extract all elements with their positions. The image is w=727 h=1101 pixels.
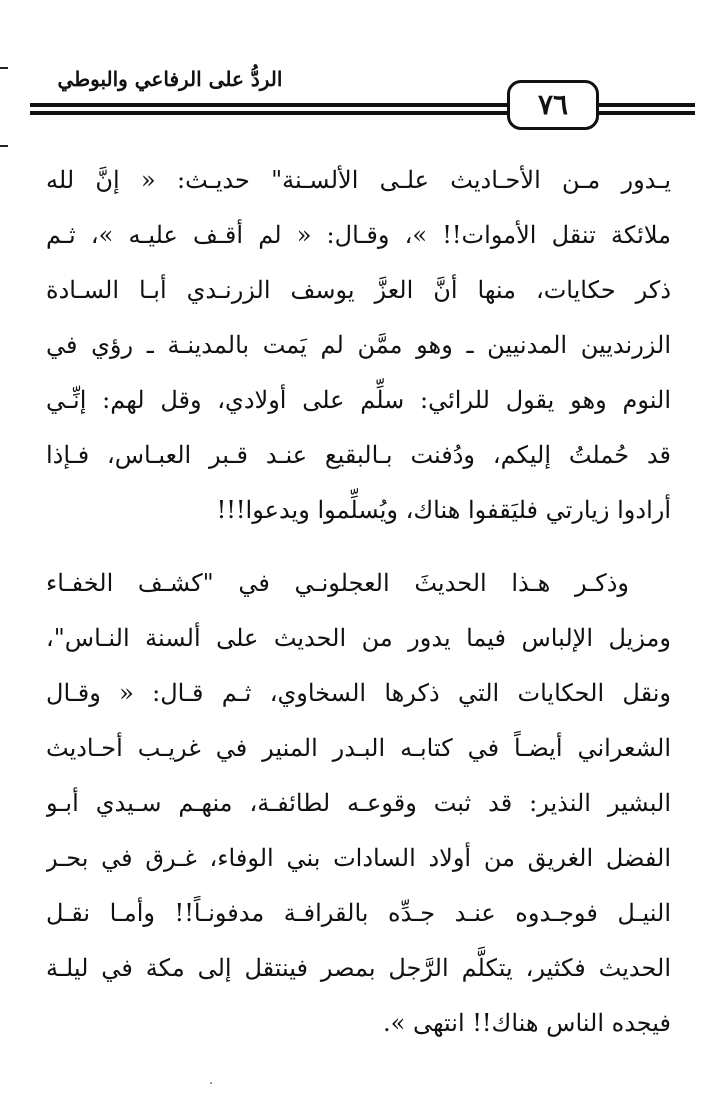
text-line: الحديث فكثير، يتكلَّم الرَّجل بمصر فينتقل إلى مكة في ليلـة <box>46 954 671 982</box>
text-line: الفضل الغريق من أولاد السادات بني الوفاء، غـرق في بحـر <box>46 844 671 872</box>
text-line: النيـل فوجـدوه عنـد جـدِّه بالقرافـة مدفونـاً!! وأمـا نقـل <box>46 899 671 927</box>
text-line: وذكـر هـذا الحديثَ العجلونـي في "كشـف الخفـاء <box>46 569 629 597</box>
text-line: ملائكة تنقل الأموات!! »، وقـال: « لم أقـف عليـه »، ثـم <box>46 221 671 249</box>
text-line: ومزيل الإلباس فيما يدور من الحديث على ألسنة النـاس"، <box>46 624 671 652</box>
page-number: ٧٦ <box>507 80 599 130</box>
text-line: فيجده الناس هناك!! انتهى ». <box>383 1009 671 1037</box>
text-line: الشعراني أيضـاً في كتابـه البـدر المنير في غريـب أحـاديث <box>46 734 671 762</box>
text-line: الزرنديين المدنيين ـ وهو ممَّن لم يَمت بالمدينـة ـ رؤي في <box>46 331 671 359</box>
text-line: يـدور مـن الأحـاديث علـى الألسـنة" حديـث: « إنَّ لله <box>46 166 671 194</box>
body-text <box>46 153 671 1051</box>
scan-edge-mark <box>0 145 8 147</box>
running-header-title: الردُّ على الرفاعي والبوطي <box>57 67 283 91</box>
text-line: قد حُملتُ إليكم، ودُفنت بـالبقيع عنـد قـبر العبـاس، فـإذا <box>46 441 671 469</box>
text-line: ذكر حكايات، منها أنَّ العزَّ يوسف الزرنـدي أبـا السـادة <box>46 276 671 304</box>
text-line: البشير النذير: قد ثبت وقوعـه لطائفـة، منهـم سـيدي أبـو <box>46 789 671 817</box>
scan-speck <box>210 1082 212 1084</box>
scan-edge-mark <box>0 67 8 69</box>
text-line: أرادوا زيارتي فليَقفوا هناك، ويُسلِّموا ويدعوا!!! <box>216 496 671 524</box>
text-line: ونقل الحكايات التي ذكرها السخاوي، ثـم قـال: « وقـال <box>46 679 671 707</box>
text-line: النوم وهو يقول للرائي: سلِّم على أولادي، وقل لهم: إنِّـي <box>46 386 671 414</box>
